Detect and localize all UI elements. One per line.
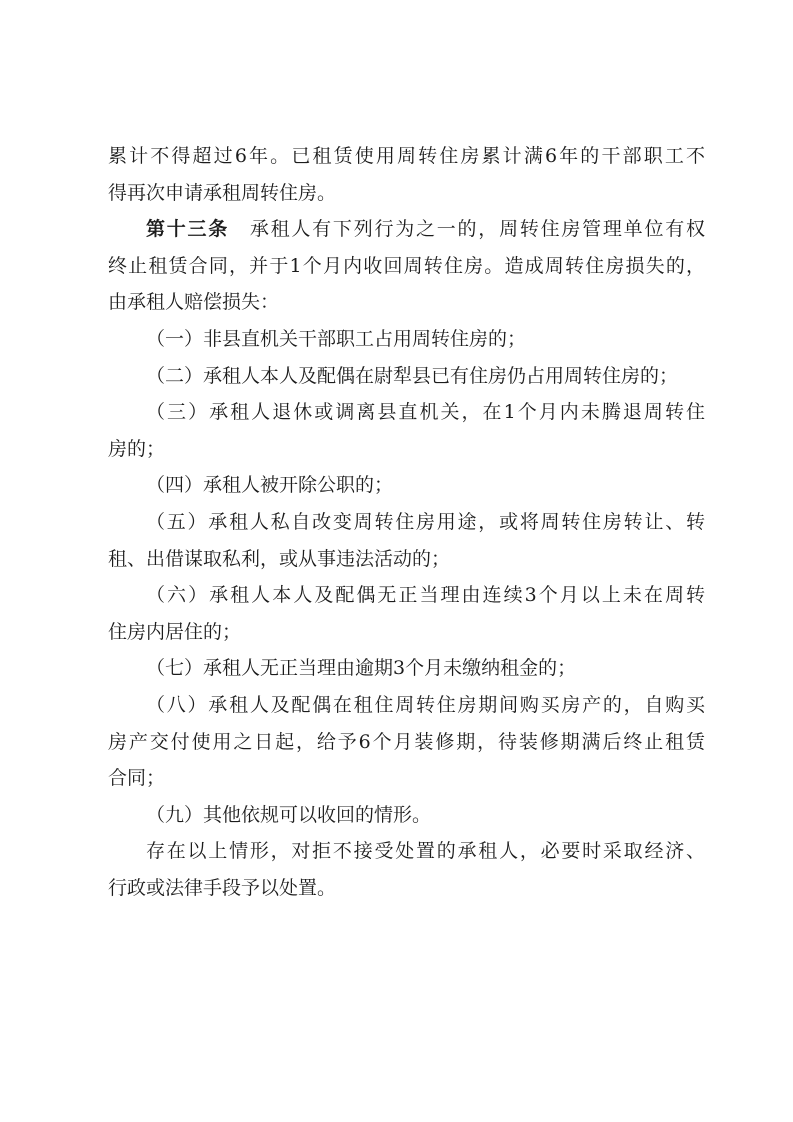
article-intro-line: 终止租赁合同，并于1个月内收回周转住房。造成周转住房损失的， (108, 254, 705, 277)
article-intro-line: 由承租人赔偿损失： (108, 291, 280, 314)
paragraph-line: 累计不得超过6年。已租赁使用周转住房累计满6年的干部职工不 (108, 145, 705, 167)
list-item-8-cont: 合同； (108, 767, 166, 790)
document-body (108, 138, 705, 906)
list-item-9: （九）其他依规可以收回的情形。 (146, 803, 432, 826)
list-item-6: （六）承租人本人及配偶无正当理由连续3个月以上未在周转 (146, 584, 705, 607)
article-heading: 第十三条 (146, 218, 230, 241)
article-spacer (229, 218, 250, 240)
list-item-8: （八）承租人及配偶在租住周转住房期间购买房产的，自购买 (146, 693, 705, 716)
closing-paragraph-line: 行政或法律手段予以处置。 (108, 876, 337, 899)
list-item-5: （五）承租人私自改变周转住房用途，或将周转住房转让、转 (146, 510, 705, 533)
paragraph-line: 得再次申请承租周转住房。 (108, 181, 337, 204)
list-item-8-cont: 房产交付使用之日起，给予6个月装修期，待装修期满后终止租赁 (108, 730, 705, 753)
list-item-3: （三）承租人退休或调离县直机关，在1个月内未腾退周转住 (146, 401, 705, 424)
list-item-4: （四）承租人被开除公职的； (146, 474, 394, 497)
list-item-2: （二）承租人本人及配偶在尉犁县已有住房仍占用周转住房的； (146, 364, 679, 387)
list-item-6-cont: 住房内居住的； (108, 620, 242, 643)
list-item-3-cont: 房的； (108, 437, 166, 460)
list-item-1: （一）非县直机关干部职工占用周转住房的； (146, 327, 527, 350)
list-item-5-cont: 租、出借谋取私利，或从事违法活动的； (108, 547, 451, 570)
article-13-first-line (108, 211, 705, 248)
list-item-7: （七）承租人无正当理由逾期3个月未缴纳租金的； (146, 657, 577, 680)
closing-paragraph-line: 存在以上情形，对拒不接受处置的承租人，必要时采取经济、 (146, 840, 705, 863)
article-intro-line: 承租人有下列行为之一的，周转住房管理单位有权 (249, 218, 705, 241)
